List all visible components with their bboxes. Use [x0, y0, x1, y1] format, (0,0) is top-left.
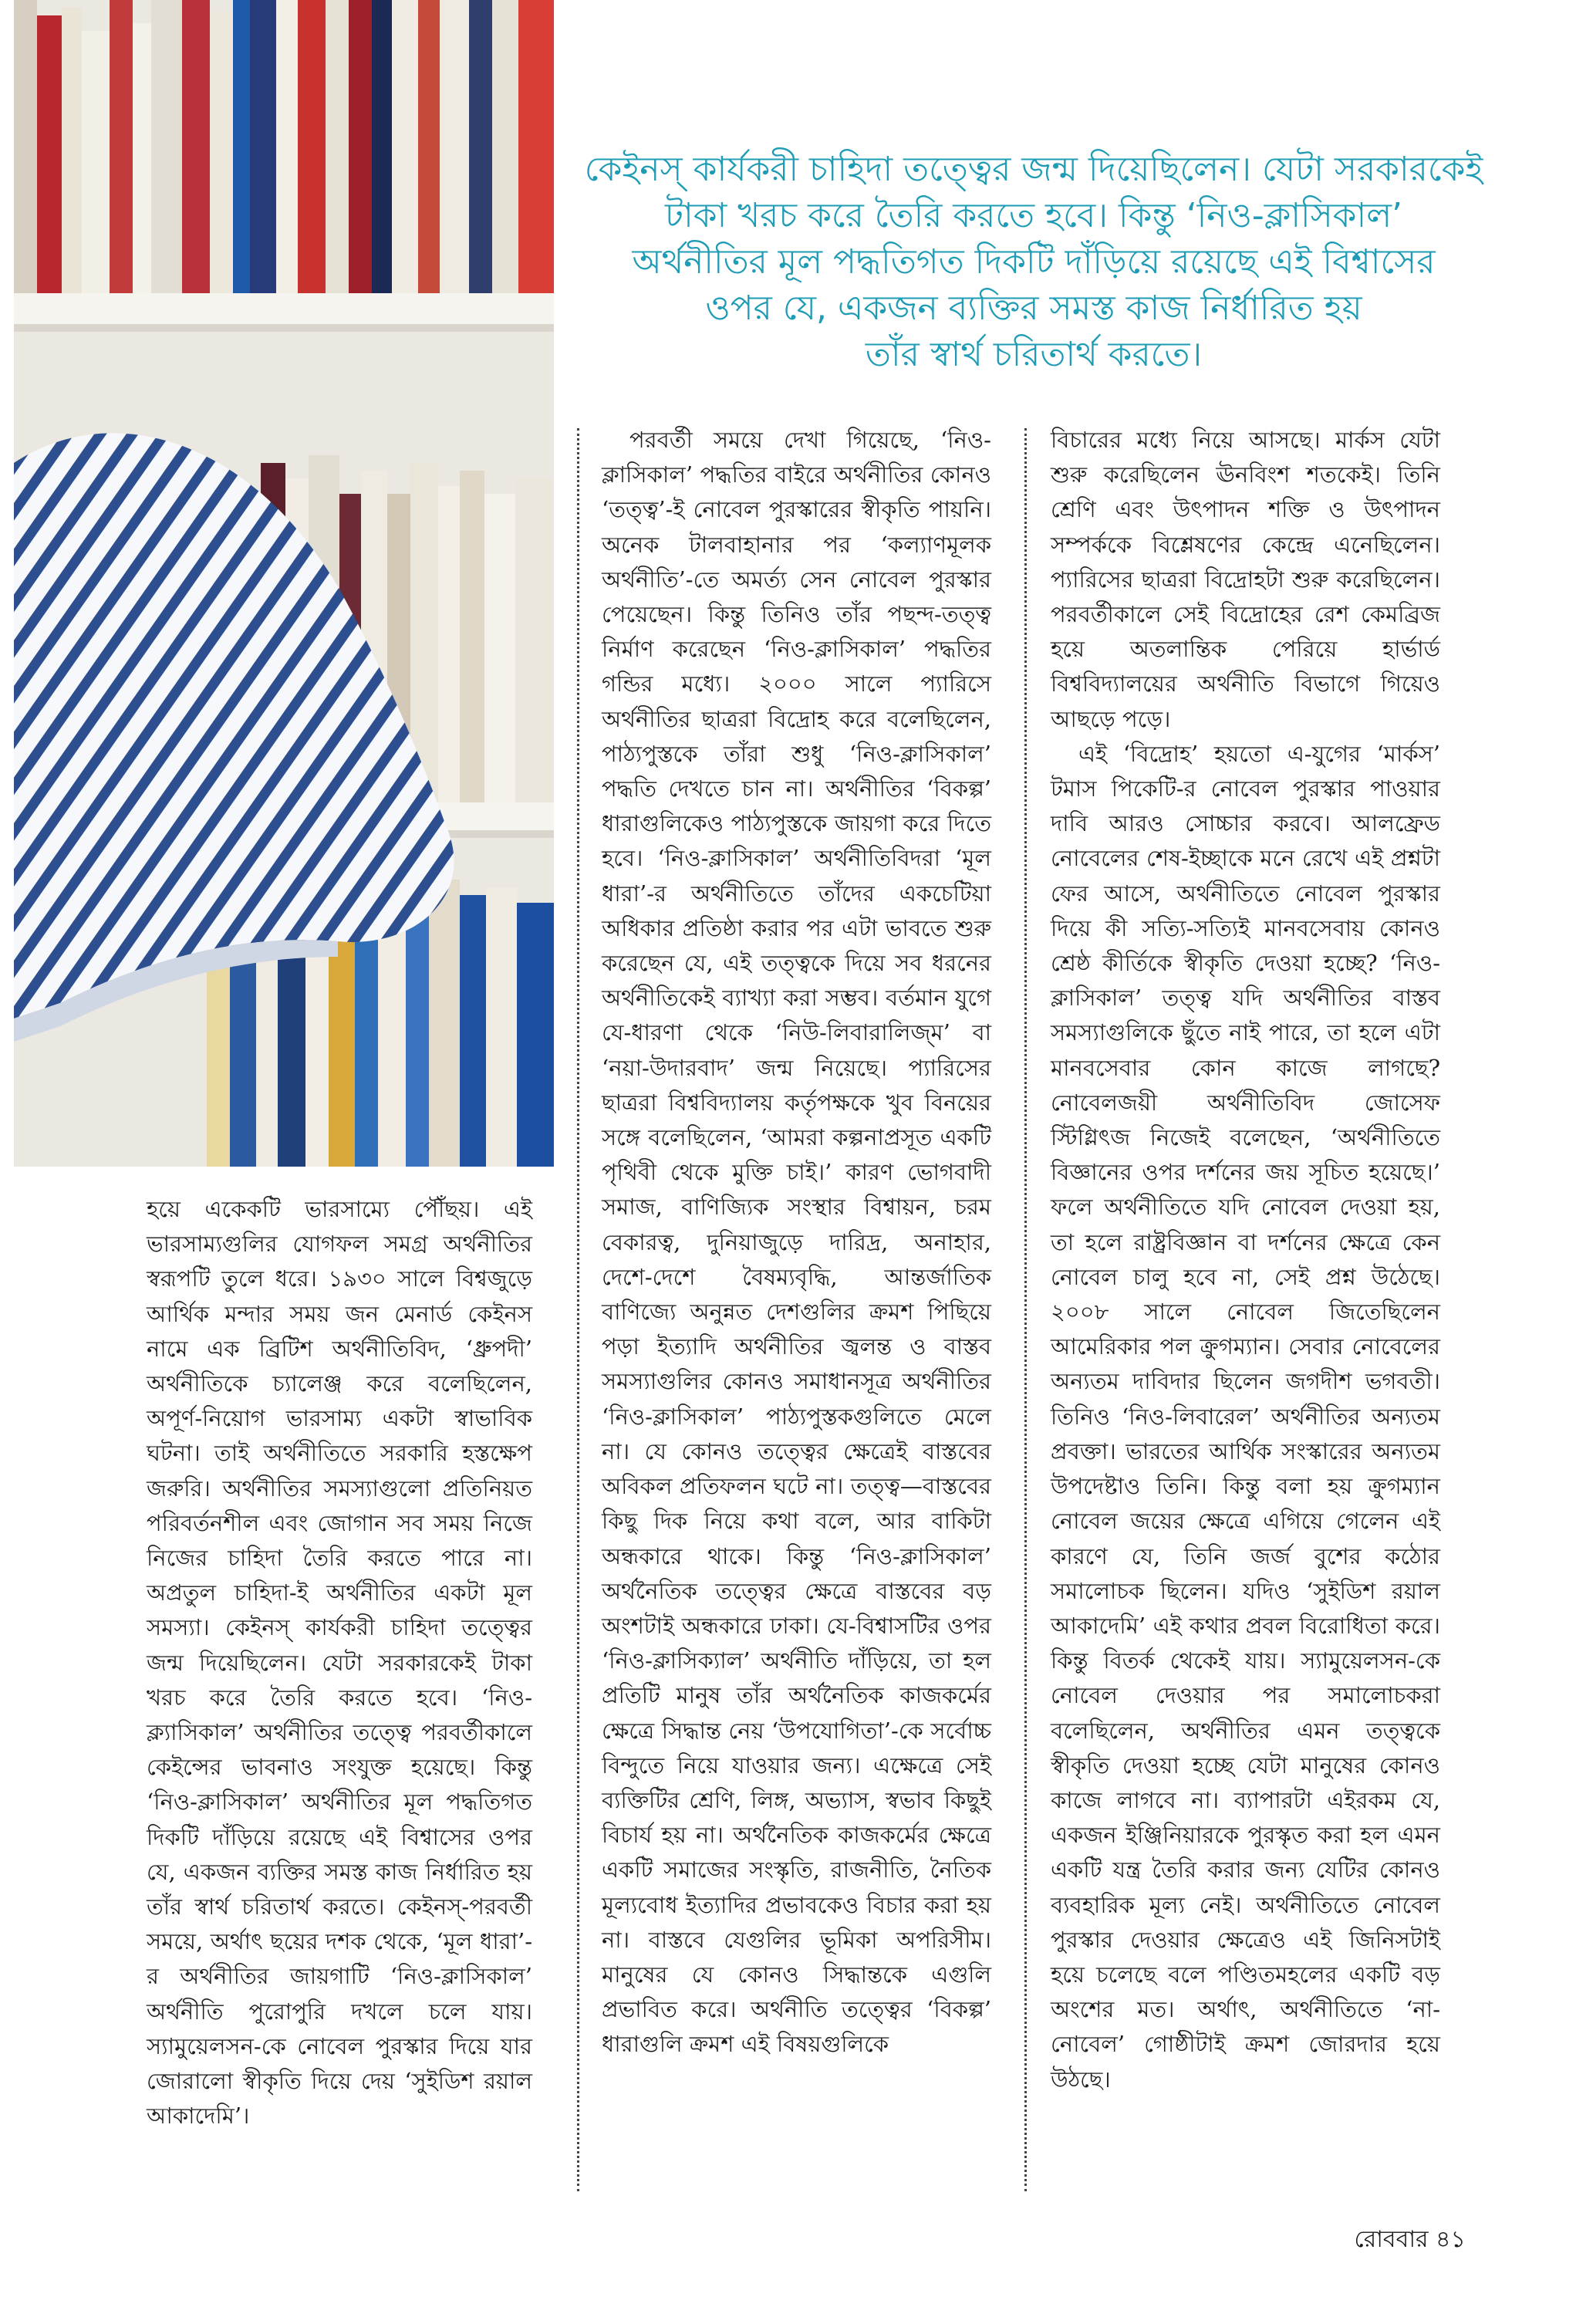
pull-quote-line: কেইনস্ কার্যকরী চাহিদা তত্ত্বের জন্ম দিয়েছিলেন। যেটা সরকারকেই [584, 150, 1483, 189]
column-divider [1024, 428, 1027, 2191]
article-paragraph: পরবর্তী সময়ে দেখা গিয়েছে, ‘নিও-ক্লাসিকাল’ পদ্ধতির বাইরে অর্থনীতির কোনও ‘তত্ত্ব’-ই নোবেল পুরস্কারের স্বীকৃতি পায়নি। অনেক টালবাহানার পর ‘কল্যাণমূলক অর্থনীতি’-তে অমর্ত্য সেন নোবেল পুরস্কার পেয়েছেন। কিন্তু তিনিও তাঁর পছন্দ-তত্ত্ব নির্মাণ করেছেন ‘নিও-ক্লাসিকাল’ পদ্ধতির গন্ডির মধ্যে। ২০০০ সালে প্যারিসে অর্থনীতির ছাত্ররা বিদ্রোহ করে বলেছিলেন, পাঠ্যপুস্তকে তাঁরা শুধু ‘নিও-ক্লাসিকাল’ পদ্ধতি দেখতে চান না। অর্থনীতির ‘বিকল্প’ ধারাগুলিকেও পাঠ্যপুস্তকে জায়গা করে দিতে হবে। ‘নিও-ক্লাসিকাল’ অর্থনীতিবিদরা ‘মূল ধারা’-র অর্থনীতিতে তাঁদের একচেটিয়া অধিকার প্রতিষ্ঠা করার পর এটা ভাবতে শুরু করেছেন যে, এই তত্ত্বকে দিয়ে সব ধরনের অর্থনীতিকেই ব্যাখ্যা করা সম্ভব। বর্তমান যুগে যে-ধারণা থেকে ‘নিউ-লিবারালিজ্‌ম’ বা ‘নয়া-উদারবাদ’ জন্ম নিয়েছে। প্যারিসের ছাত্ররা বিশ্ববিদ্যালয় কর্তৃপক্ষকে খুব বিনয়ের সঙ্গে বলেছিলেন, ‘আমরা কল্পনাপ্রসূত একটি পৃথিবী থেকে মুক্তি চাই।’ কারণ ভোগবাদী সমাজ, বাণিজ্যিক সংস্থার বিশ্বায়ন, চরম বেকারত্ব, দুনিয়াজুড়ে দারিদ্র, অনাহার, দেশে-দেশে বৈষম্যবৃদ্ধি, আন্তর্জাতিক বাণিজ্যে অনুন্নত দেশগুলির ক্রমশ পিছিয়ে পড়া ইত্যাদি অর্থনীতির জ্বলন্ত ও বাস্তব সমস্যাগুলির কোনও সমাধানসূত্র অর্থনীতির ‘নিও-ক্লাসিকাল’ পাঠ্যপুস্তকগুলিতে মেলে না। যে কোনও তত্ত্বের ক্ষেত্রেই বাস্তবের অবিকল প্রতিফলন ঘটে না। তত্ত্ব—বাস্তবের কিছু দিক নিয়ে কথা বলে, আর বাকিটা অন্ধকারে থাকে। কিন্তু ‘নিও-ক্লাসিকাল’ অর্থনৈতিক তত্ত্বের ক্ষেত্রে বাস্তবের বড় অংশটাই অন্ধকারে ঢাকা। যে-বিশ্বাসটির ওপর ‘নিও-ক্লাসিক্যাল’ অর্থনীতি দাঁড়িয়ে, তা হল প্রতিটি মানুষ তাঁর অর্থনৈতিক কাজকর্মের ক্ষেত্রে সিদ্ধান্ত নেয় ‘উপযোগিতা’-কে সর্বোচ্চ বিন্দুতে নিয়ে যাওয়ার জন্য। এক্ষেত্রে সেই ব্যক্তিটির শ্রেণি, লিঙ্গ, অভ্যাস, স্বভাব কিছুই বিচার্য হয় না। অর্থনৈতিক কাজকর্মের ক্ষেত্রে একটি সমাজের সংস্কৃতি, রাজনীতি, নৈতিক মূল্যবোধ ইত্যাদির প্রভাবকেও বিচার করা হয় না। বাস্তবে যেগুলির ভূমিকা অপরিসীম। মানুষের যে কোনও সিদ্ধান্তকে এগুলি প্রভাবিত করে। অর্থনীতি তত্ত্বের ‘বিকল্প’ ধারাগুলি ক্রমশ এই বিষয়গুলিকে [602, 427, 991, 2058]
article-paragraph: হয়ে একেকটি ভারসাম্যে পৌঁছয়। এই ভারসাম্যগুলির যোগফল সমগ্র অর্থনীতির স্বরূপটি তুলে ধরে। ১৯৩০ সালে বিশ্বজুড়ে আর্থিক মন্দার সময় জন মেনার্ড কেইনস নামে এক ব্রিটিশ অর্থনীতিবিদ, ‘ধ্রুপদী’ অর্থনীতিকে চ্যালেঞ্জ করে বলেছিলেন, অপূর্ণ-নিয়োগ ভারসাম্য একটা স্বাভাবিক ঘটনা। তাই অর্থনীতিতে সরকারি হস্তক্ষেপ জরুরি। অর্থনীতির সমস্যাগুলো প্রতিনিয়ত পরিবর্তনশীল এবং জোগান সব সময় নিজে নিজের চাহিদা তৈরি করতে পারে না। অপ্রতুল চাহিদা-ই অর্থনীতির একটা মূল সমস্যা। কেইনস্ কার্যকরী চাহিদা তত্ত্বের জন্ম দিয়েছিলেন। যেটা সরকারকেই টাকা খরচ করে তৈরি করতে হবে। ‘নিও-ক্ল্যাসিকাল’ অর্থনীতির তত্ত্বে পরবর্তীকালে কেইন্সের ভাবনাও সংযুক্ত হয়েছে। কিন্তু ‘নিও-ক্লাসিকাল’ অর্থনীতির মূল পদ্ধতিগত দিকটি দাঁড়িয়ে রয়েছে এই বিশ্বাসের ওপর যে, একজন ব্যক্তির সমস্ত কাজ নির্ধারিত হয় তাঁর স্বার্থ চরিতার্থ করতে। কেইনস্-পরবর্তী সময়ে, অর্থাৎ ছয়ের দশক থেকে, ‘মূল ধারা’-র অর্থনীতির জায়গাটি ‘নিও-ক্লাসিকাল’ অর্থনীতি পুরোপুরি দখলে চলে যায়। স্যামুয়েলসন-কে নোবেল পুরস্কার দিয়ে যার জোরালো স্বীকৃতি দিয়ে দেয় ‘সুইডিশ রয়াল আকাদেমি’। [147, 1196, 532, 2130]
top-shelf-books [14, 0, 554, 293]
column-divider [577, 428, 579, 2191]
pull-quote-line: তাঁর স্বার্থ চরিতার্থ করতে। [865, 335, 1203, 374]
article-paragraph: এই ‘বিদ্রোহ’ হয়তো এ-যুগের ‘মার্কস’ টমাস পিকেটি-র নোবেল পুরস্কার পাওয়ার দাবি আরও সোচ্চার করবে। আলফ্রেড নোবেলের শেষ-ইচ্ছাকে মনে রেখে এই প্রশ্নটা ফের আসে, অর্থনীতিতে নোবেল পুরস্কার দিয়ে কী সত্যি-সত্যিই মানবসেবায় কোনও শ্রেষ্ঠ কীর্তিকে স্বীকৃতি দেওয়া হচ্ছে? ‘নিও-ক্লাসিকাল’ তত্ত্ব যদি অর্থনীতির বাস্তব সমস্যাগুলিকে ছুঁতে নাই পারে, তা হলে এটা মানবসেবার কোন কাজে লাগছে? নোবেলজয়ী অর্থনীতিবিদ জোসেফ স্টিগ্লিৎজ নিজেই বলেছেন, ‘অর্থনীতিতে বিজ্ঞানের ওপর দর্শনের জয় সূচিত হয়েছে।’ ফলে অর্থনীতিতে যদি নোবেল দেওয়া হয়, তা হলে রাষ্ট্রবিজ্ঞান বা দর্শনের ক্ষেত্রে কেন নোবেল চালু হবে না, সেই প্রশ্ন উঠেছে। ২০০৮ সালে নোবেল জিতেছিলেন আমেরিকার পল ক্রুগম্যান। সেবার নোবেলের অন্যতম দাবিদার ছিলেন জগদীশ ভগবতী। তিনিও ‘নিও-লিবারেল’ অর্থনীতির অন্যতম প্রবক্তা। ভারতের আর্থিক সংস্কারের অন্যতম উপদেষ্টাও তিনি। কিন্তু বলা হয় ক্রুগম্যান নোবেল জয়ের ক্ষেত্রে এগিয়ে গেলেন এই কারণে যে, তিনি জর্জ বুশের কঠোর সমালোচক ছিলেন। যদিও ‘সুইডিশ রয়াল আকাদেমি’ এই কথার প্রবল বিরোধিতা করে। কিন্তু বিতর্ক থেকেই যায়। স্যামুয়েলসন-কে নোবেল দেওয়ার পর সমালোচকরা বলেছিলেন, অর্থনীতির এমন তত্ত্বকে স্বীকৃতি দেওয়া হচ্ছে যেটা মানুষের কোনও কাজে লাগবে না। ব্যাপারটা এইরকম যে, একজন ইঞ্জিনিয়ারকে পুরস্কৃত করা হল এমন একটি যন্ত্র তৈরি করার জন্য যেটির কোনও ব্যবহারিক মূল্য নেই। অর্থনীতিতে নোবেল পুরস্কার দেওয়ার ক্ষেত্রেও এই জিনিসটাই হয়ে চলেছে বলে পণ্ডিতমহলের একটি বড় অংশের মত। অর্থাৎ, অর্থনীতিতে ‘না-নোবেল’ গোষ্ঠীটাই ক্রমশ জোরদার হয়ে উঠছে। [1051, 740, 1440, 2093]
bookshelf-photo [14, 0, 554, 1167]
article-column-1 [147, 1192, 532, 2133]
pull-quote-line: অর্থনীতির মূল পদ্ধতিগত দিকটি দাঁড়িয়ে রয়েছে এই বিশ্বাসের [632, 242, 1436, 282]
pull-quote-line: ওপর যে, একজন ব্যক্তির সমস্ত কাজ নির্ধারিত হয় [705, 289, 1362, 328]
pull-quote [575, 147, 1493, 378]
article-column-3 [1051, 423, 1440, 2097]
article-paragraph: বিচারের মধ্যে নিয়ে আসছে। মার্কস যেটা শুরু করেছিলেন ঊনবিংশ শতকেই। তিনি শ্রেণি এবং উৎপাদন শক্তি ও উৎপাদন সম্পর্ককে বিশ্লেষণের কেন্দ্রে এনেছিলেন। প্যারিসের ছাত্ররা বিদ্রোহটা শুরু করেছিলেন। পরবর্তীকালে সেই বিদ্রোহের রেশ কেমব্রিজ হয়ে অতলান্তিক পেরিয়ে হার্ভার্ড বিশ্ববিদ্যালয়ের অর্থনীতি বিভাগে গিয়েও আছড়ে পড়ে। [1051, 427, 1440, 732]
pull-quote-line: টাকা খরচ করে তৈরি করতে হবে। কিন্তু ‘নিও-ক্লাসিকাল’ [665, 196, 1402, 235]
article-column-2 [602, 423, 991, 2062]
page-folio: রোববার ৪১ [1354, 2226, 1466, 2253]
